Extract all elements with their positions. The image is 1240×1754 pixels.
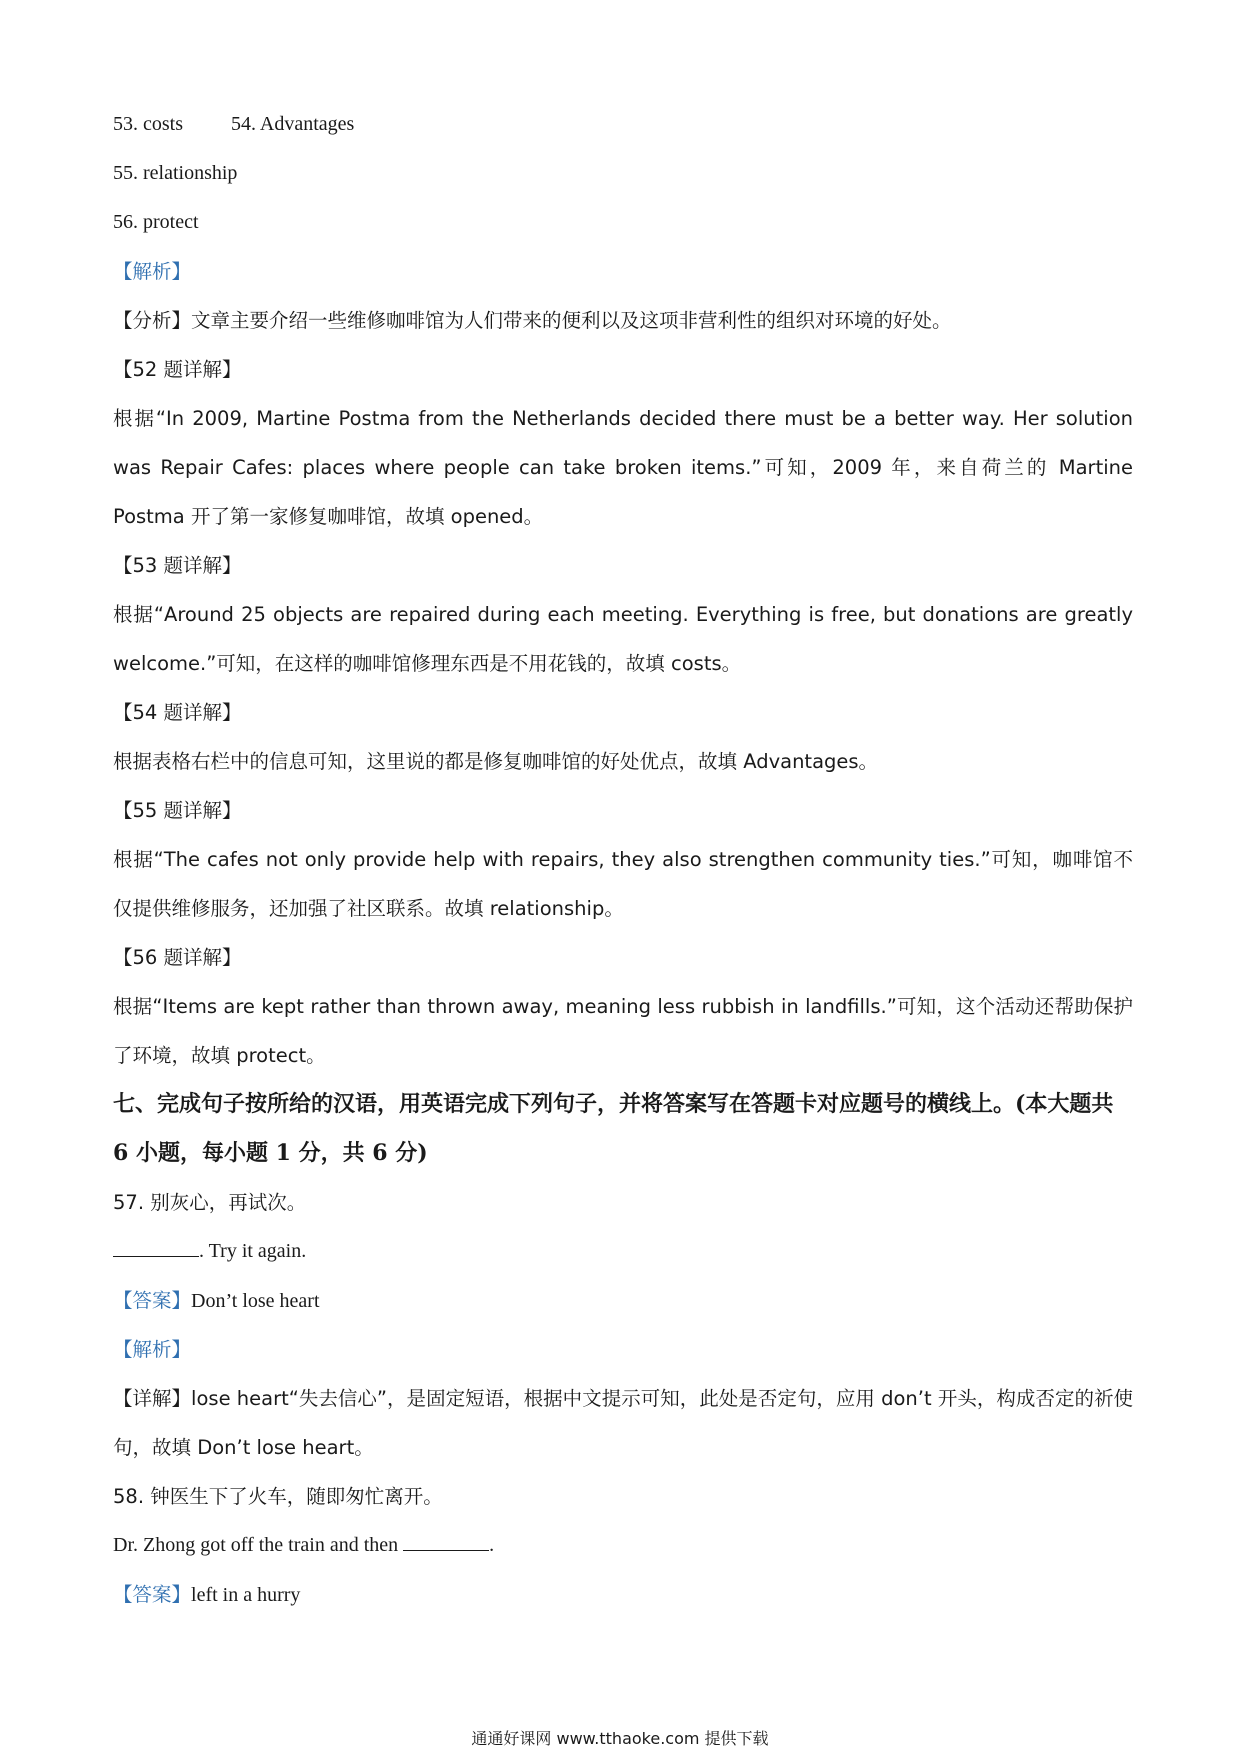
- q57-blank: [113, 1238, 199, 1257]
- q54-heading: 【54 题详解】: [113, 701, 242, 724]
- q58-prompt: 58. 钟医生下了火车，随即匆忙离开。: [113, 1485, 443, 1508]
- q56-heading: 【56 题详解】: [113, 946, 242, 969]
- answers-row-53-54: [113, 100, 1133, 149]
- q57-answer: [113, 1276, 1133, 1325]
- q58-sentence-end: .: [489, 1534, 495, 1556]
- q58-answer-label: 【答案】: [113, 1583, 192, 1606]
- q54-explanation: 根据表格右栏中的信息可知，这里说的都是修复咖啡馆的好处优点，故填 Advantages。: [113, 750, 879, 773]
- q58-sentence-text: Dr. Zhong got off the train and then: [113, 1534, 404, 1556]
- q55-heading: 【55 题详解】: [113, 799, 242, 822]
- q52-heading: 【52 题详解】: [113, 358, 242, 381]
- answer-55: 55. relationship: [113, 162, 238, 184]
- q53-explanation: 根据“Around 25 objects are repaired during each meeting. Everything is free, but donations are greatly welcome.”可知，在这样的咖啡馆修理东西是不用花钱的，故填 costs。: [113, 603, 1133, 675]
- q58-answer-text: left in a hurry: [191, 1584, 301, 1606]
- q57-prompt: 57. 别灰心，再试次。: [113, 1191, 307, 1214]
- answer-54: 54. Advantages: [231, 113, 355, 135]
- q58-answer: [113, 1570, 1133, 1619]
- q53-heading: 【53 题详解】: [113, 554, 242, 577]
- q57-answer-label: 【答案】: [113, 1289, 192, 1312]
- document-page: [113, 100, 1133, 1619]
- q58-sentence: [113, 1521, 1133, 1570]
- q52-explanation: 根据“In 2009, Martine Postma from the Netherlands decided there must be a better way. Her solution was Repair Cafes: places where people can take broken items.”可知，2009 年，来自荷兰的 Martine Postma 开了第一家修复咖啡馆，故填 opened。: [113, 407, 1133, 528]
- q57-answer-text: Don’t lose heart: [191, 1290, 320, 1312]
- answer-53: 53. costs: [113, 113, 183, 135]
- q57-sentence-text: . Try it again.: [199, 1240, 307, 1262]
- q56-explanation: 根据“Items are kept rather than thrown away, meaning less rubbish in landfills.”可知，这个活动还帮助保护了环境，故填 protect。: [113, 995, 1133, 1067]
- page-footer: 通通好课网 www.tthaoke.com 提供下载: [471, 1729, 769, 1748]
- q57-sentence: [113, 1227, 1133, 1276]
- q57-jiexi-label: 【解析】: [113, 1338, 192, 1361]
- q57-detail: 【详解】lose heart“失去信心”，是固定短语，根据中文提示可知，此处是否定句，应用 don’t 开头，构成否定的祈使句，故填 Don’t lose heart。: [113, 1387, 1133, 1459]
- analysis-text: 【分析】文章主要介绍一些维修咖啡馆为人们带来的便利以及这项非营利性的组织对环境的好处。: [113, 309, 952, 332]
- section-7-heading: 七、完成句子按所给的汉语，用英语完成下列句子，并将答案写在答题卡对应题号的横线上。(本大题共 6 小题，每小题 1 分，共 6 分): [113, 1091, 1114, 1166]
- q58-blank: [403, 1532, 489, 1551]
- jiexi-label: 【解析】: [113, 260, 192, 283]
- answer-56: 56. protect: [113, 211, 199, 233]
- q55-explanation: 根据“The cafes not only provide help with repairs, they also strengthen community ties.”可知，咖啡馆不仅提供维修服务，还加强了社区联系。故填 relationship。: [113, 848, 1133, 920]
